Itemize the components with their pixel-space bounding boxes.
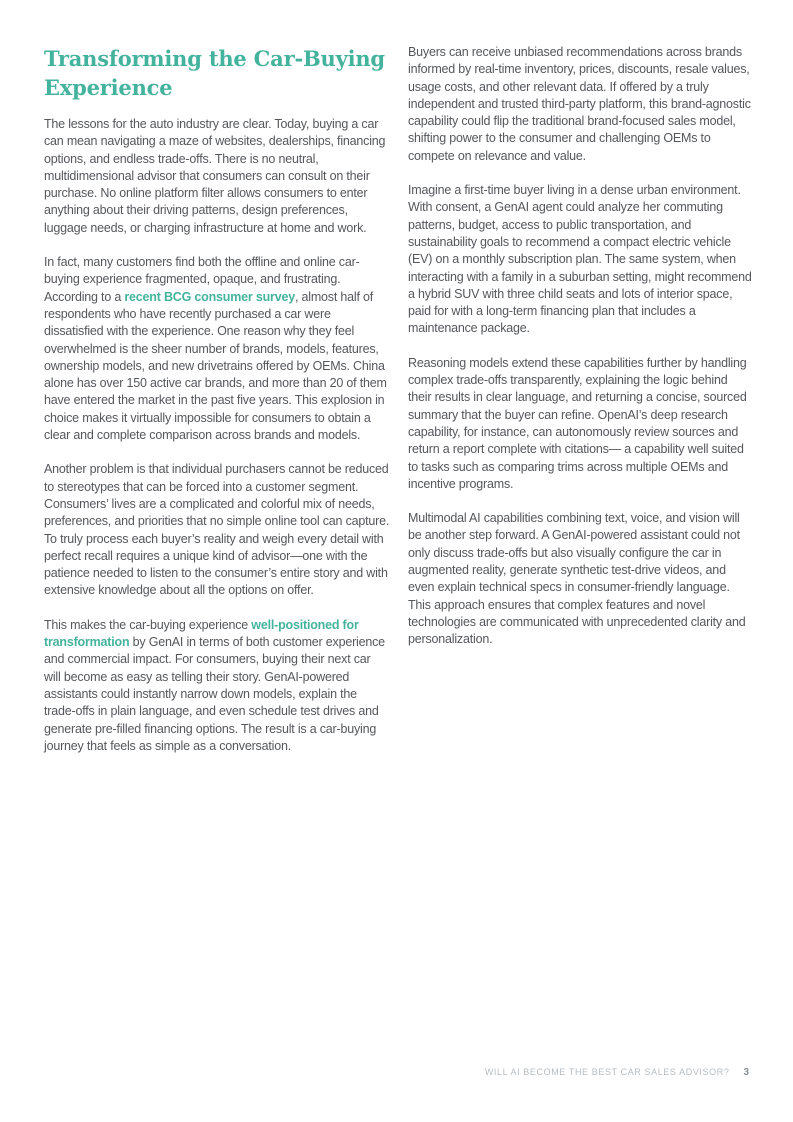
paragraph-text: by GenAI in terms of both customer experience and commercial impact. For consumers, buying their next car will become as easy as telling their story. GenAI-powered assistants could instantly narrow down models, explain the trade-offs in plain language, and even schedule test drives and generate pre-filled financing options. The result is a car-buying journey that feels as simple as a conversation. (44, 635, 385, 753)
paragraph-text: Another problem is that individual purchasers cannot be reduced to stereotypes that can be forced into a customer segment. Consumers’ lives are a complicated and colorful mix of needs, preferences, and priorities that no simple online tool can capture. To truly process each buyer’s reality and weigh every detail with perfect recall requires a unique kind of advisor—one with the patience needed to listen to the consumer’s entire story and with extensive knowledge about all the options on offer. (44, 462, 390, 598)
paragraph (44, 254, 390, 444)
paragraph (44, 617, 390, 755)
paragraph-text: Buyers can receive unbiased recommendations across brands informed by real-time inventory, prices, discounts, resale values, usage costs, and other relevant data. If offered by a truly independent and trusted third-party platform, this brand-agnostic capability could flip the traditional brand-focused sales model, shifting power to the consumer and challenging OEMs to compete on relevance and value. (408, 45, 751, 163)
paragraph-text: , almost half of respondents who have recently purchased a car were dissatisfied with the experience. One reason why they feel overwhelmed is the sheer number of brands, models, features, ownership models, and new drivetrains offered by OEMs. China alone has over 150 active car brands, and more than 20 of them have entered the market in the past five years. This explosion in choice makes it virtually impossible for consumers to obtain a clear and complete comparison across brands and models. (44, 289, 387, 443)
article-title-line-1: Transforming the Car-Buying (44, 46, 385, 71)
right-column-paragraphs (408, 44, 752, 649)
left-column (44, 44, 390, 772)
paragraph-text: Multimodal AI capabilities combining text, voice, and vision will be another step forward. A GenAI-powered assistant could not only discuss trade-offs but also visually configure the car in augmented reality, generate synthetic test-drive videos, and even explain technical specs in consumer-friendly language. This approach ensures that complex features and novel technologies are communicated with unprecedented clarity and personalization. (408, 511, 746, 647)
right-column (408, 44, 752, 666)
report-title: WILL AI BECOME THE BEST CAR SALES ADVISOR? (484, 1067, 730, 1077)
paragraph-text: This makes the car-buying experience (44, 617, 252, 632)
inline-link[interactable]: recent BCG consumer survey (124, 289, 295, 304)
paragraph-text: Imagine a first-time buyer living in a dense urban environment. With consent, a GenAI agent could analyze her commuting patterns, budget, access to public transportation, and sustainability goals to recommend a compact electric vehicle (EV) on a monthly subscription plan. The same system, when interacting with a family in a suburban setting, might recommend a hybrid SUV with three child seats and lots of interior space, paid for with a long-term financing plan that includes a maintenance package. (408, 183, 752, 336)
paragraph (44, 116, 390, 237)
paragraph-text: The lessons for the auto industry are clear. Today, buying a car can mean navigating a maze of websites, dealerships, financing options, and endless trade-offs. There is no neutral, multidimensional advisor that consumers can consult on their purchase. No online platform filter allows consumers to enter anything about their driving patterns, design preferences, luggage needs, or charging infrastructure at home and work. (44, 117, 386, 235)
left-column-paragraphs (44, 116, 390, 755)
paragraph (408, 510, 752, 648)
inline-link[interactable]: well-positioned for transformation (44, 617, 359, 650)
page-number: 3 (743, 1067, 749, 1078)
article-title-line-2: Experience (44, 75, 173, 100)
page-footer (485, 1067, 749, 1078)
paragraph-text: In fact, many customers find both the offline and online car-buying experience fragmented, opaque, and frustrating. According to a (44, 255, 360, 304)
paragraph-text: Reasoning models extend these capabilities further by handling complex trade-offs transparently, explaining the logic behind their results in clear language, and returning a concise, sourced summary that the buyer can refine. OpenAI’s deep research capability, for instance, can autonomously review sources and return a report complete with citations— a capability well suited to tasks such as comparing trims across multiple OEMs and incentive programs. (408, 355, 747, 491)
paragraph (44, 461, 390, 599)
paragraph (408, 182, 752, 338)
article-title (44, 44, 390, 102)
paragraph (408, 355, 752, 493)
paragraph (408, 44, 752, 165)
